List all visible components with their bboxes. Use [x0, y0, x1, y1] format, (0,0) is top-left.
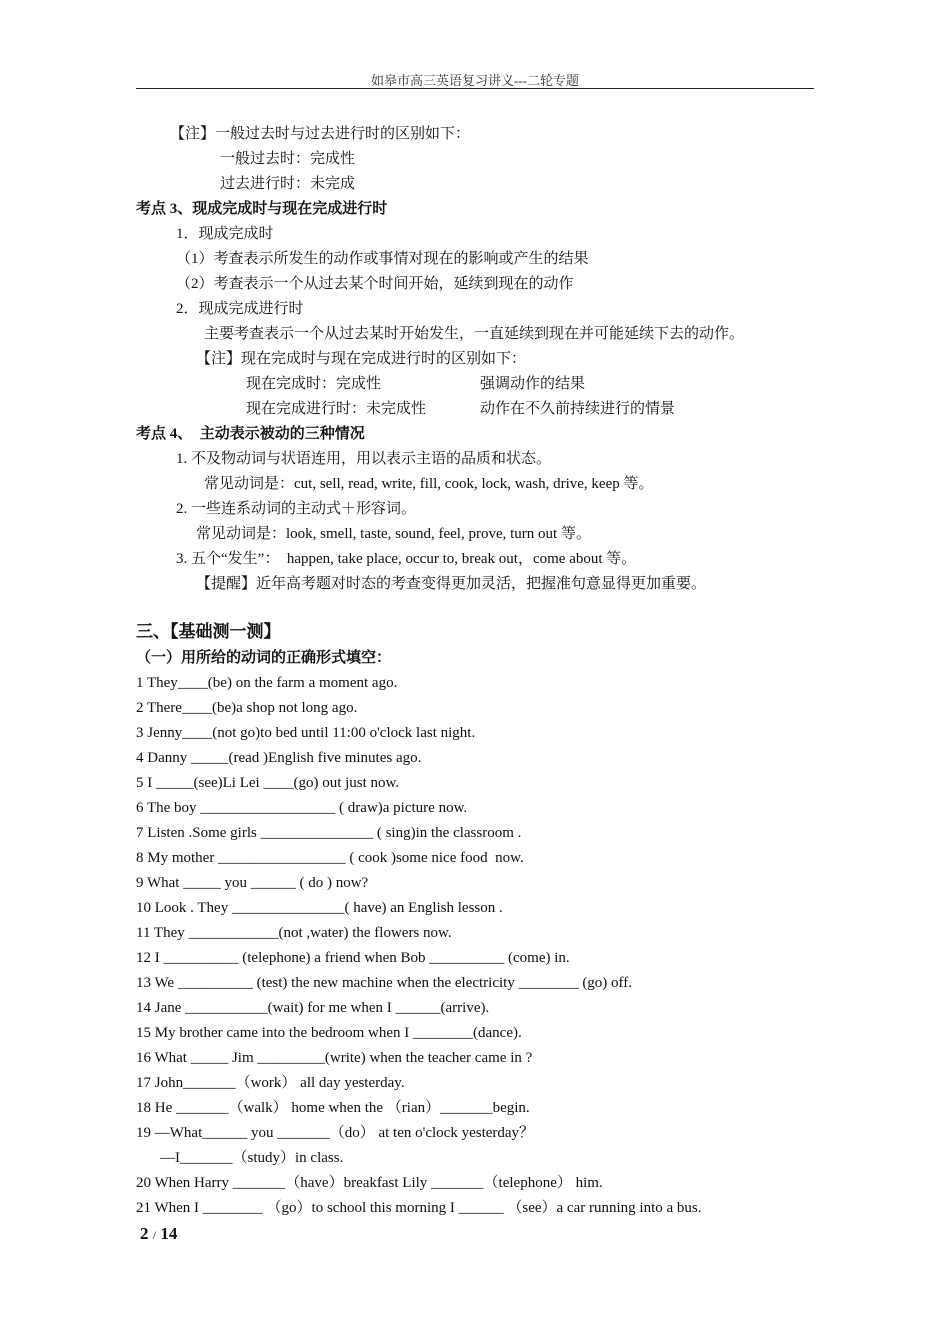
- exercise-21: 21 When I ________ （go）to school this morning I ______ （see）a car running into a bus.: [136, 1200, 702, 1216]
- exercise-instructions: （一）用所给的动词的正确形式填空：: [136, 650, 392, 666]
- exercise-9: 9 What _____ you ______ ( do ) now?: [136, 875, 369, 891]
- point-4-item-3: 3. 五个“发生”： happen, take place, occur to, break out，come about 等。: [176, 551, 637, 567]
- page-total: 14: [160, 1224, 178, 1243]
- exercise-19-answer: —I_______（study）in class.: [160, 1150, 344, 1166]
- point-4-item-1-verbs: 常见动词是：cut, sell, read, write, fill, cook, lock, wash, drive, keep 等。: [204, 476, 654, 492]
- point-3-item-2: 2．现成完成进行时: [176, 301, 304, 317]
- note-present-perfect-desc: 强调动作的结果: [480, 376, 586, 392]
- header-rule: [136, 88, 814, 89]
- note-past-tenses: 【注】一般过去时与过去进行时的区别如下：: [170, 126, 471, 142]
- exercise-14: 14 Jane ___________(wait) for me when I ______(arrive).: [136, 1000, 490, 1016]
- exercise-4: 4 Danny _____(read )English five minutes ago.: [136, 750, 422, 766]
- reminder: 【提醒】近年高考题对时态的考查变得更加灵活，把握准句意显得更加重要。: [196, 576, 707, 592]
- exercise-17: 17 John_______（work） all day yesterday.: [136, 1075, 405, 1091]
- note-perfect-tenses: 【注】现在完成时与现在完成进行时的区别如下：: [196, 351, 527, 367]
- exercise-10: 10 Look . They _______________( have) an English lesson .: [136, 900, 503, 916]
- note-simple-past: 一般过去时：完成性: [220, 151, 356, 167]
- page-current: 2: [140, 1224, 149, 1243]
- exercise-11: 11 They ____________(not ,water) the flowers now.: [136, 925, 452, 941]
- exercise-1: 1 They____(be) on the farm a moment ago.: [136, 675, 398, 691]
- note-past-continuous: 过去进行时：未完成: [220, 176, 356, 192]
- point-3-item-1a: （1）考查表示所发生的动作或事情对现在的影响或产生的结果: [176, 251, 589, 267]
- exercise-3: 3 Jenny____(not go)to bed until 11:00 o'clock last night.: [136, 725, 476, 741]
- point-4-item-2-verbs: 常见动词是：look, smell, taste, sound, feel, prove, turn out 等。: [196, 526, 591, 542]
- exercise-20: 20 When Harry _______（have）breakfast Lily _______（telephone） him.: [136, 1175, 603, 1191]
- exercise-5: 5 I _____(see)Li Lei ____(go) out just now.: [136, 775, 400, 791]
- section-3-heading: 三、【基础测一测】: [136, 622, 281, 641]
- point-4-heading: 考点 4、 主动表示被动的三种情况: [136, 426, 365, 442]
- exercise-6: 6 The boy __________________ ( draw)a picture now.: [136, 800, 468, 816]
- note-present-perfect-continuous-desc: 动作在不久前持续进行的情景: [480, 401, 676, 417]
- point-3-item-1: 1．现成完成时: [176, 226, 274, 242]
- exercise-7: 7 Listen .Some girls _______________ ( sing)in the classroom .: [136, 825, 522, 841]
- exercise-16: 16 What _____ Jim _________(write) when the teacher came in ?: [136, 1050, 533, 1066]
- exercise-8: 8 My mother _________________ ( cook )some nice food now.: [136, 850, 524, 866]
- note-present-perfect-continuous: 现在完成进行时：未完成性: [246, 401, 427, 417]
- point-3-item-2-desc: 主要考查表示一个从过去某时开始发生，一直延续到现在并可能延续下去的动作。: [204, 326, 745, 342]
- exercise-15: 15 My brother came into the bedroom when I ________(dance).: [136, 1025, 522, 1041]
- point-4-item-1: 1. 不及物动词与状语连用，用以表示主语的品质和状态。: [176, 451, 552, 467]
- point-3-heading: 考点 3、现成完成时与现在完成进行时: [136, 201, 388, 217]
- exercise-13: 13 We __________ (test) the new machine when the electricity ________ (go) off.: [136, 975, 633, 991]
- exercise-12: 12 I __________ (telephone) a friend when Bob __________ (come) in.: [136, 950, 570, 966]
- page-number: [140, 1224, 177, 1244]
- page-separator: /: [152, 1228, 157, 1242]
- point-4-item-2: 2. 一些连系动词的主动式＋形容词。: [176, 501, 417, 517]
- page-header: 如皋市高三英语复习讲义---二轮专题: [371, 73, 579, 88]
- point-3-item-1b: （2）考查表示一个从过去某个时间开始，延续到现在的动作: [176, 276, 574, 292]
- exercise-18: 18 He _______（walk） home when the （rian）_______begin.: [136, 1100, 530, 1116]
- note-present-perfect: 现在完成时：完成性: [246, 376, 382, 392]
- exercise-2: 2 There____(be)a shop not long ago.: [136, 700, 358, 716]
- exercise-19: 19 —What______ you _______（do） at ten o'clock yesterday？: [136, 1125, 535, 1141]
